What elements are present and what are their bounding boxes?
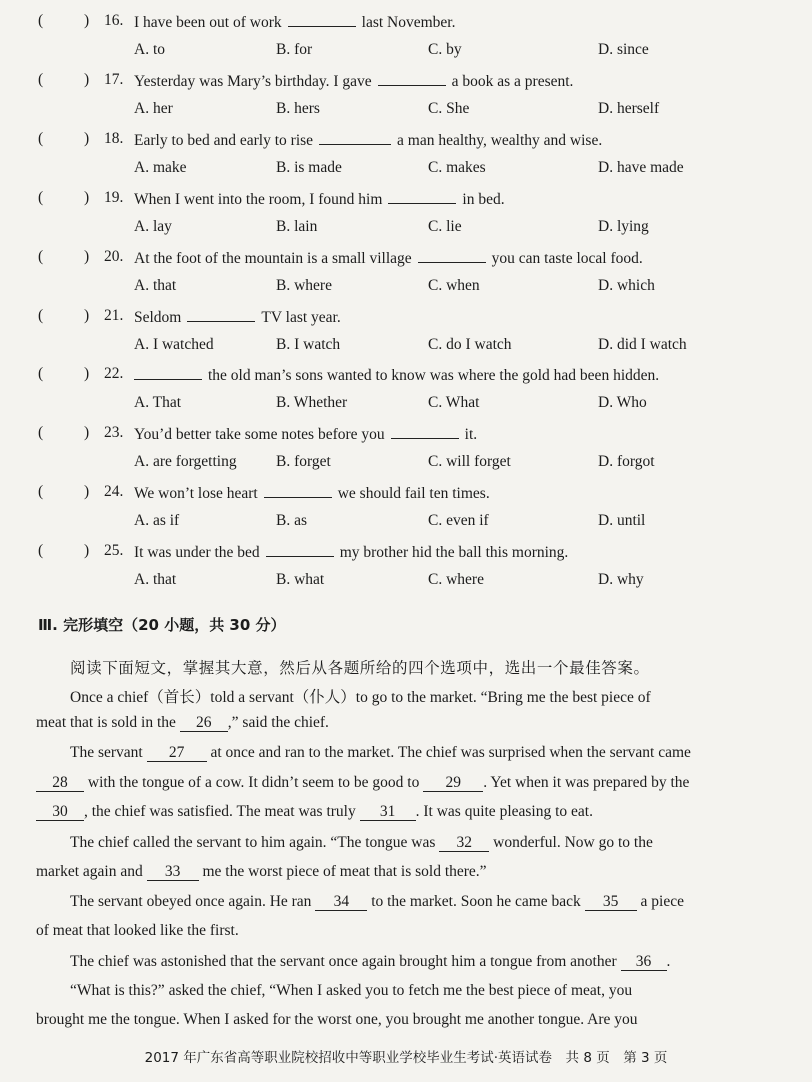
answer-bracket-open[interactable]: ( (38, 483, 44, 500)
option-d[interactable]: D. why (598, 571, 644, 588)
question-text (134, 365, 659, 385)
question-number: 18. (104, 130, 124, 147)
question-text-after: last November. (361, 14, 456, 31)
question-number: 24. (104, 483, 124, 500)
blank-28[interactable]: 28 (36, 775, 84, 792)
option-b[interactable]: B. is made (276, 159, 342, 176)
option-a[interactable]: A. to (134, 41, 165, 58)
answer-bracket-open[interactable]: ( (38, 189, 44, 206)
option-d[interactable]: D. since (598, 41, 649, 58)
passage-line: market again and 33 me the worst piece of meat that is sold there.” (36, 863, 487, 880)
answer-blank[interactable] (187, 307, 255, 322)
question-text-before: You’d better take some notes before you (134, 426, 385, 443)
option-c[interactable]: C. do I watch (428, 336, 512, 353)
answer-blank[interactable] (418, 248, 486, 263)
answer-bracket-open[interactable]: ( (38, 12, 44, 29)
option-b[interactable]: B. what (276, 571, 325, 588)
passage-line: of meat that looked like the first. (36, 922, 239, 939)
question-text-after: it. (464, 426, 478, 443)
answer-bracket-close: ) (84, 542, 90, 559)
question-number: 23. (104, 424, 124, 441)
answer-bracket-close: ) (84, 365, 90, 382)
passage-line: The servant obeyed once again. He ran 34 to the market. Soon he came back 35 a piece (70, 893, 684, 910)
passage-line: The servant 27 at once and ran to the market. The chief was surprised when the servant came (70, 744, 691, 761)
question-number: 21. (104, 307, 124, 324)
option-d[interactable]: D. did I watch (598, 336, 687, 353)
answer-blank[interactable] (378, 71, 446, 86)
option-b[interactable]: B. where (276, 277, 332, 294)
answer-bracket-open[interactable]: ( (38, 307, 44, 324)
question-text-before: When I went into the room, I found him (134, 191, 383, 208)
question-text-before: Early to bed and early to rise (134, 132, 314, 149)
question-number: 25. (104, 542, 124, 559)
answer-bracket-open[interactable]: ( (38, 365, 44, 382)
question-text-before: Seldom (134, 309, 182, 326)
question-text-before: It was under the bed (134, 544, 260, 561)
question-text-after: we should fail ten times. (337, 485, 490, 502)
passage-line: meat that is sold in the 26 ,” said the chief. (36, 714, 329, 731)
passage-line: The chief called the servant to him again. “The tongue was 32 wonderful. Now go to the (70, 834, 653, 851)
question-text (134, 542, 568, 562)
question-text (134, 248, 643, 268)
blank-30[interactable]: 30 (36, 804, 84, 821)
question-text (134, 12, 455, 32)
question-text-before: I have been out of work (134, 14, 282, 31)
question-number: 22. (104, 365, 124, 382)
option-c[interactable]: C. will forget (428, 453, 511, 470)
question-text (134, 307, 341, 327)
option-a[interactable]: A. that (134, 571, 177, 588)
answer-bracket-open[interactable]: ( (38, 71, 44, 88)
question-text-after: a book as a present. (451, 73, 574, 90)
answer-bracket-close: ) (84, 12, 90, 29)
option-c[interactable]: C. when (428, 277, 480, 294)
question-number: 19. (104, 189, 124, 206)
answer-blank[interactable] (264, 483, 332, 498)
question-text-after: in bed. (462, 191, 505, 208)
question-number: 16. (104, 12, 124, 29)
option-d[interactable]: D. lying (598, 218, 649, 235)
option-d[interactable]: D. until (598, 512, 646, 529)
answer-bracket-open[interactable]: ( (38, 248, 44, 265)
answer-blank[interactable] (391, 424, 459, 439)
answer-bracket-open[interactable]: ( (38, 424, 44, 441)
option-c[interactable]: C. lie (428, 218, 462, 235)
passage-line: 30 , the chief was satisfied. The meat was truly 31 . It was quite pleasing to eat. (36, 803, 748, 821)
passage-line: 28 with the tongue of a cow. It didn’t seem to be good to 29 . Yet when it was prepared by the (36, 774, 748, 792)
option-d[interactable]: D. Who (598, 394, 647, 411)
option-a[interactable]: A. are forgetting (134, 453, 237, 470)
question-text (134, 483, 490, 503)
passage-line: “What is this?” asked the chief, “When I asked you to fetch me the best piece of meat, you (70, 982, 633, 999)
question-text-after: the old man’s sons wanted to know was where the gold had been hidden. (208, 367, 660, 384)
page-footer: 2017 年广东省高等职业院校招收中等职业学校毕业生考试·英语试卷 共 8 页 第 3 页 (144, 1050, 668, 1066)
option-b[interactable]: B. forget (276, 453, 331, 470)
answer-bracket-close: ) (84, 71, 90, 88)
answer-blank[interactable] (319, 130, 391, 145)
blank-36[interactable]: 36 (621, 954, 667, 971)
option-a[interactable]: A. make (134, 159, 187, 176)
option-c[interactable]: C. where (428, 571, 484, 588)
answer-bracket-open[interactable]: ( (38, 130, 44, 147)
option-c[interactable]: C. makes (428, 159, 486, 176)
blank-31[interactable]: 31 (360, 804, 416, 821)
option-d[interactable]: D. have made (598, 159, 684, 176)
option-a[interactable]: A. lay (134, 218, 172, 235)
blank-34[interactable]: 34 (315, 894, 367, 911)
passage-line: brought me the tongue. When I asked for the worst one, you brought me another tongue. Are you (36, 1011, 638, 1028)
option-a[interactable]: A. as if (134, 512, 180, 529)
blank-29[interactable]: 29 (423, 775, 483, 792)
question-text (134, 189, 505, 209)
option-d[interactable]: D. which (598, 277, 655, 294)
question-text-after: a man healthy, wealthy and wise. (397, 132, 603, 149)
answer-blank[interactable] (388, 189, 456, 204)
option-b[interactable]: B. as (276, 512, 307, 529)
blank-32[interactable]: 32 (439, 835, 489, 852)
answer-bracket-close: ) (84, 130, 90, 147)
option-c[interactable]: C. She (428, 100, 470, 117)
question-text-after: my brother hid the ball this morning. (339, 544, 569, 561)
option-a[interactable]: A. I watched (134, 336, 214, 353)
answer-blank[interactable] (134, 365, 202, 380)
option-d[interactable]: D. forgot (598, 453, 655, 470)
option-b[interactable]: B. Whether (276, 394, 348, 411)
option-c[interactable]: C. even if (428, 512, 489, 529)
question-text (134, 71, 573, 91)
option-b[interactable]: B. hers (276, 100, 320, 117)
answer-bracket-close: ) (84, 483, 90, 500)
question-text-after: you can taste local food. (491, 250, 643, 267)
answer-blank[interactable] (266, 542, 334, 557)
question-text-after: TV last year. (261, 309, 341, 326)
answer-bracket-close: ) (84, 248, 90, 265)
blank-33[interactable]: 33 (147, 864, 199, 881)
section-instructions: 阅读下面短文，掌握其大意，然后从各题所给的四个选项中，选出一个最佳答案。 (70, 659, 650, 677)
option-a[interactable]: A. That (134, 394, 182, 411)
option-b[interactable]: B. for (276, 41, 313, 58)
option-a[interactable]: A. that (134, 277, 177, 294)
blank-35[interactable]: 35 (585, 894, 637, 911)
blank-26[interactable]: 26 (180, 715, 228, 732)
question-text (134, 424, 477, 444)
question-text (134, 130, 602, 150)
option-a[interactable]: A. her (134, 100, 173, 117)
passage-line: The chief was astonished that the servant once again brought him a tongue from another 36 . (70, 953, 671, 970)
section-title: Ⅲ. 完形填空（20 小题，共 30 分） (38, 616, 286, 634)
option-c[interactable]: C. by (428, 41, 462, 58)
option-b[interactable]: B. lain (276, 218, 318, 235)
answer-bracket-open[interactable]: ( (38, 542, 44, 559)
blank-27[interactable]: 27 (147, 745, 207, 762)
question-text-before: Yesterday was Mary’s birthday. I gave (134, 73, 372, 90)
option-c[interactable]: C. What (428, 394, 480, 411)
answer-blank[interactable] (288, 12, 356, 27)
question-text-before: At the foot of the mountain is a small village (134, 250, 412, 267)
passage-line: Once a chief（首长）told a servant（仆人）to go to the market. “Bring me the best piece of (70, 689, 651, 706)
option-d[interactable]: D. herself (598, 100, 660, 117)
option-b[interactable]: B. I watch (276, 336, 341, 353)
question-number: 20. (104, 248, 124, 265)
answer-bracket-close: ) (84, 307, 90, 324)
question-number: 17. (104, 71, 124, 88)
question-text-before: We won’t lose heart (134, 485, 258, 502)
answer-bracket-close: ) (84, 424, 90, 441)
answer-bracket-close: ) (84, 189, 90, 206)
